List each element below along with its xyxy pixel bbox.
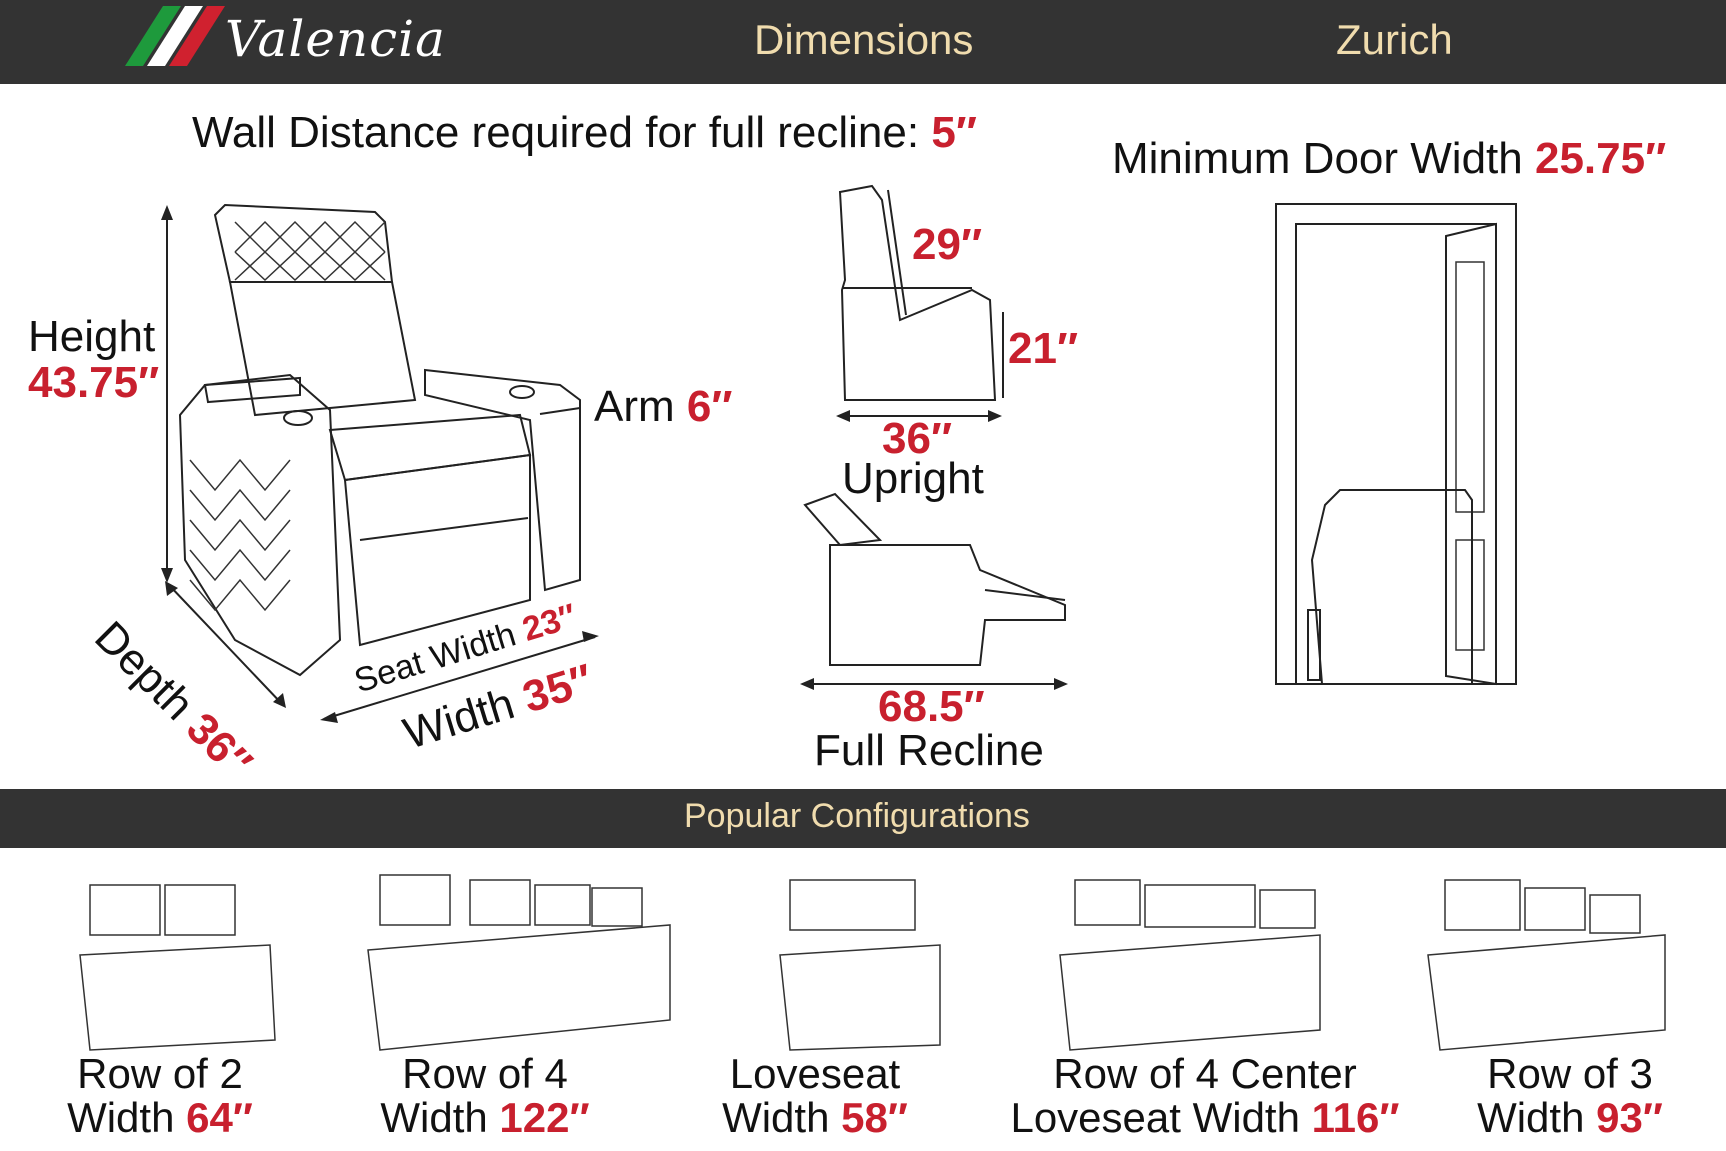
- left-cupholder-icon: [284, 411, 312, 425]
- config-width-label: Loveseat Width: [1010, 1094, 1300, 1141]
- recline-chair-drawing: [800, 494, 1068, 690]
- width-value: 35″: [517, 655, 599, 723]
- section-title: Dimensions: [754, 16, 974, 63]
- right-arm-shape: [425, 370, 580, 590]
- config-width-label: Width: [722, 1094, 830, 1141]
- upright-seat-height: 21″: [1008, 324, 1079, 373]
- recline-label: Full Recline: [814, 726, 1044, 775]
- headrest-quilting-pattern: [235, 222, 385, 280]
- config-name: Row of 3: [1487, 1050, 1653, 1097]
- config-width-value: 122″: [499, 1094, 590, 1141]
- seat-cushion-shape: [330, 415, 530, 480]
- depth-label: Depth: [85, 612, 204, 730]
- height-value: 43.75″: [28, 358, 160, 407]
- config-width-value: 116″: [1311, 1094, 1400, 1141]
- config-width-value: 64″: [186, 1094, 253, 1141]
- configs-title: Popular Configurations: [684, 797, 1030, 835]
- width-label: Width: [398, 679, 520, 759]
- door-width-label: Minimum Door Width: [1112, 134, 1523, 183]
- door-drawing: [1276, 204, 1516, 684]
- config-row-of-3: [1440, 1052, 1700, 1140]
- config-name: Row of 2: [77, 1050, 243, 1097]
- left-arm-shape: [180, 375, 340, 675]
- chair-in-door-shape: [1312, 490, 1472, 684]
- config-row-of-2: [40, 1052, 280, 1140]
- wall-distance-value: 5″: [931, 108, 977, 157]
- door-width-value: 25.75″: [1534, 134, 1667, 183]
- config-loveseat: [690, 1052, 940, 1140]
- brand-name: Valencia: [225, 10, 446, 68]
- config-width-label: Width: [380, 1094, 488, 1141]
- height-label: Height: [28, 312, 156, 361]
- upright-label: Upright: [842, 454, 984, 503]
- side-quilting-pattern: [190, 460, 290, 610]
- arm-dimension: [594, 382, 732, 432]
- height-dimension: [28, 314, 159, 406]
- upright-depth: 36″: [882, 414, 953, 463]
- config-thumbnails: [80, 875, 1665, 1050]
- seat-width-label: Seat Width: [350, 615, 521, 701]
- arm-label: Arm: [594, 382, 675, 431]
- upright-back-height: 29″: [912, 220, 983, 269]
- config-row-of-4-center-loveseat: [1000, 1052, 1410, 1140]
- config-width-label: Width: [67, 1094, 175, 1141]
- wall-distance-label: Wall Distance required for full recline:: [192, 108, 920, 157]
- seat-width-value: 23″: [518, 596, 581, 649]
- config-width-label: Width: [1477, 1094, 1585, 1141]
- arm-arrow: [540, 408, 580, 414]
- recline-depth: 68.5″: [878, 682, 985, 731]
- right-cupholder-icon: [510, 386, 534, 398]
- model-name: Zurich: [1336, 16, 1453, 63]
- arm-value: 6″: [686, 382, 733, 431]
- config-name: Loveseat: [729, 1050, 901, 1097]
- config-width-value: 93″: [1596, 1094, 1663, 1141]
- backrest-shape: [230, 282, 415, 415]
- config-name: Row of 4: [402, 1050, 568, 1097]
- config-name: Row of 4 Center: [1053, 1050, 1357, 1097]
- config-row-of-4: [360, 1052, 610, 1140]
- config-width-value: 58″: [841, 1094, 908, 1141]
- depth-value: 36″: [177, 703, 262, 788]
